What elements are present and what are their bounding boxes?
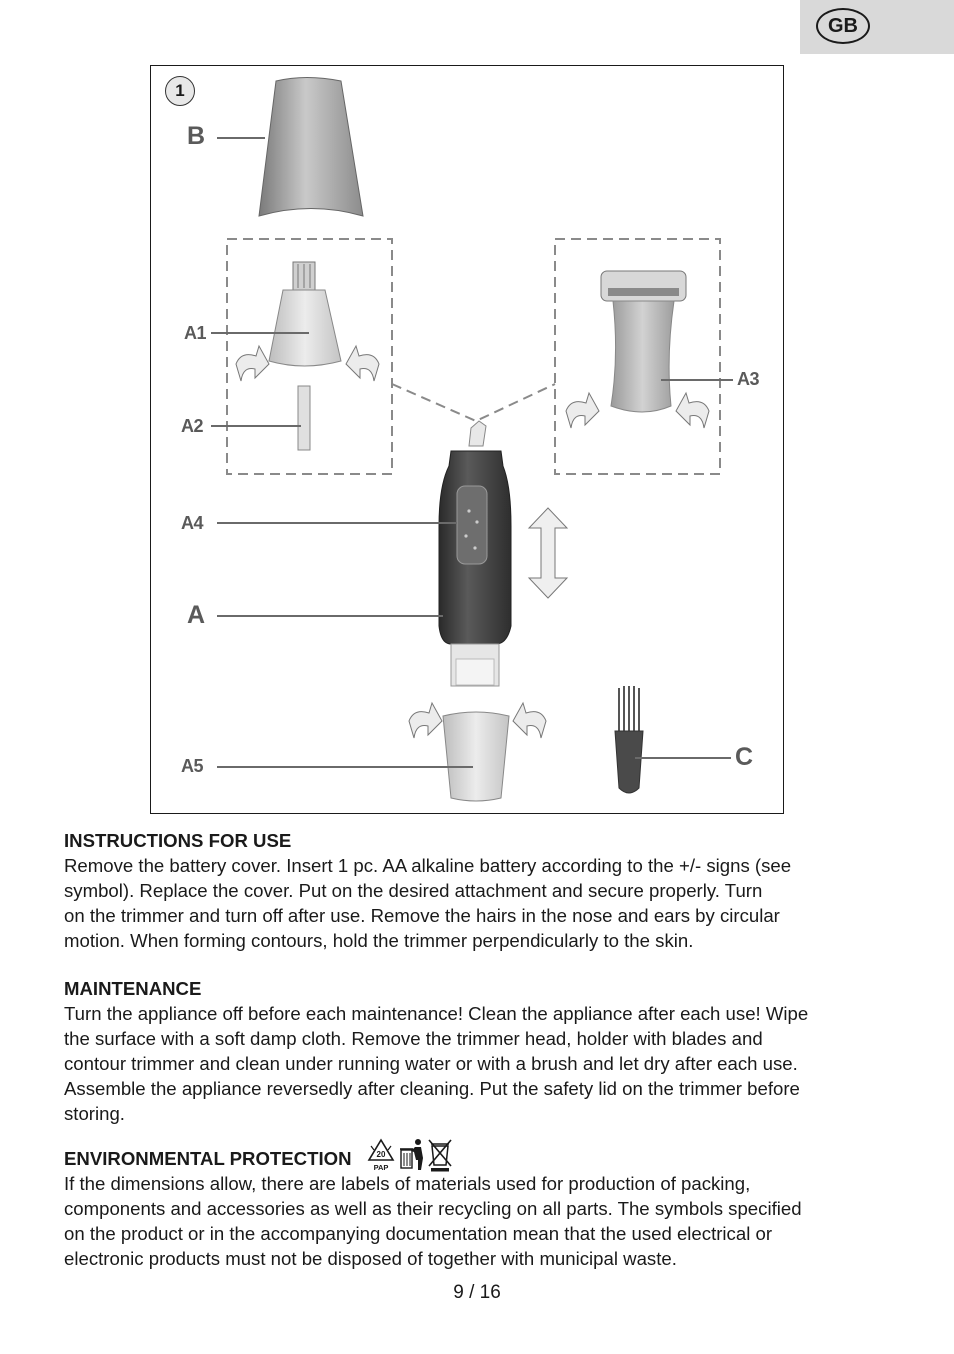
environmental-section — [64, 1138, 894, 1272]
environmental-line: If the dimensions allow, there are labels of materials used for production of packing, — [64, 1173, 751, 1194]
environmental-heading: ENVIRONMENTAL PROTECTION — [64, 1148, 352, 1170]
svg-text:PAP: PAP — [373, 1163, 388, 1172]
figure-number: 1 — [165, 76, 195, 106]
brush-c-shape — [615, 686, 643, 793]
label-a: A — [187, 601, 205, 629]
instructions-line: Remove the battery cover. Insert 1 pc. AA alkaline battery according to the +/- signs (see — [64, 854, 792, 876]
a5-cover-shape — [443, 712, 509, 801]
page-separator: / — [463, 1282, 480, 1303]
crossed-bin-icon — [428, 1138, 452, 1172]
a3-body-shape — [611, 301, 674, 412]
maintenance-heading: MAINTENANCE — [64, 978, 202, 999]
instructions-section — [64, 829, 894, 954]
a1-head-shape — [269, 290, 341, 366]
a4-window-shape — [457, 486, 487, 564]
diagram-drawing — [151, 66, 783, 813]
maintenance-line: the surface with a soft damp cloth. Remove the trimmer head, holder with blades and — [64, 1027, 763, 1049]
page-number — [0, 1282, 954, 1304]
label-a5: A5 — [181, 756, 204, 776]
instructions-heading: INSTRUCTIONS FOR USE — [64, 830, 292, 851]
maintenance-line: Turn the appliance off before each maintenance! Clean the appliance after each use! Wipe — [64, 1002, 809, 1024]
cap-b-shape — [259, 78, 363, 217]
label-a1: A1 — [184, 323, 207, 343]
environmental-line: on the product or in the accompanying documentation mean that the used electrical or — [64, 1222, 773, 1244]
page-total: 16 — [479, 1282, 501, 1303]
environmental-line: components and accessories as well as their recycling on all parts. The symbols specified — [64, 1197, 802, 1219]
page-current: 9 — [453, 1282, 464, 1303]
label-b: B — [187, 122, 205, 150]
maintenance-line: contour trimmer and clean under running water or with a brush and let dry after each use. — [64, 1052, 798, 1074]
maintenance-section — [64, 977, 894, 1126]
label-a3: A3 — [737, 369, 760, 389]
label-a4: A4 — [181, 513, 204, 533]
a2-holder-shape — [298, 386, 310, 450]
slide-arrow-shape — [529, 508, 567, 598]
tidyman-bin-icon — [399, 1138, 425, 1172]
label-c: C — [735, 743, 753, 771]
product-diagram — [150, 65, 784, 814]
instructions-line: motion. When forming contours, hold the trimmer perpendicularly to the skin. — [64, 929, 694, 951]
instructions-line: on the trimmer and turn off after use. Remove the hairs in the nose and ears by circular — [64, 904, 780, 926]
instructions-line: symbol). Replace the cover. Put on the desired attachment and secure properly. Turn — [64, 879, 763, 901]
a3-head-shape — [601, 271, 686, 301]
svg-text:20: 20 — [376, 1150, 385, 1159]
maintenance-line: Assemble the appliance reversedly after cleaning. Put the safety lid on the trimmer before — [64, 1077, 800, 1099]
language-badge: GB — [816, 8, 870, 44]
maintenance-line: storing. — [64, 1102, 125, 1124]
label-a2: A2 — [181, 416, 204, 436]
dashed-connector — [392, 384, 555, 421]
environmental-icons — [366, 1138, 452, 1172]
recycle-pap-icon — [366, 1138, 396, 1172]
environmental-line: electronic products must not be disposed of together with municipal waste. — [64, 1247, 677, 1269]
